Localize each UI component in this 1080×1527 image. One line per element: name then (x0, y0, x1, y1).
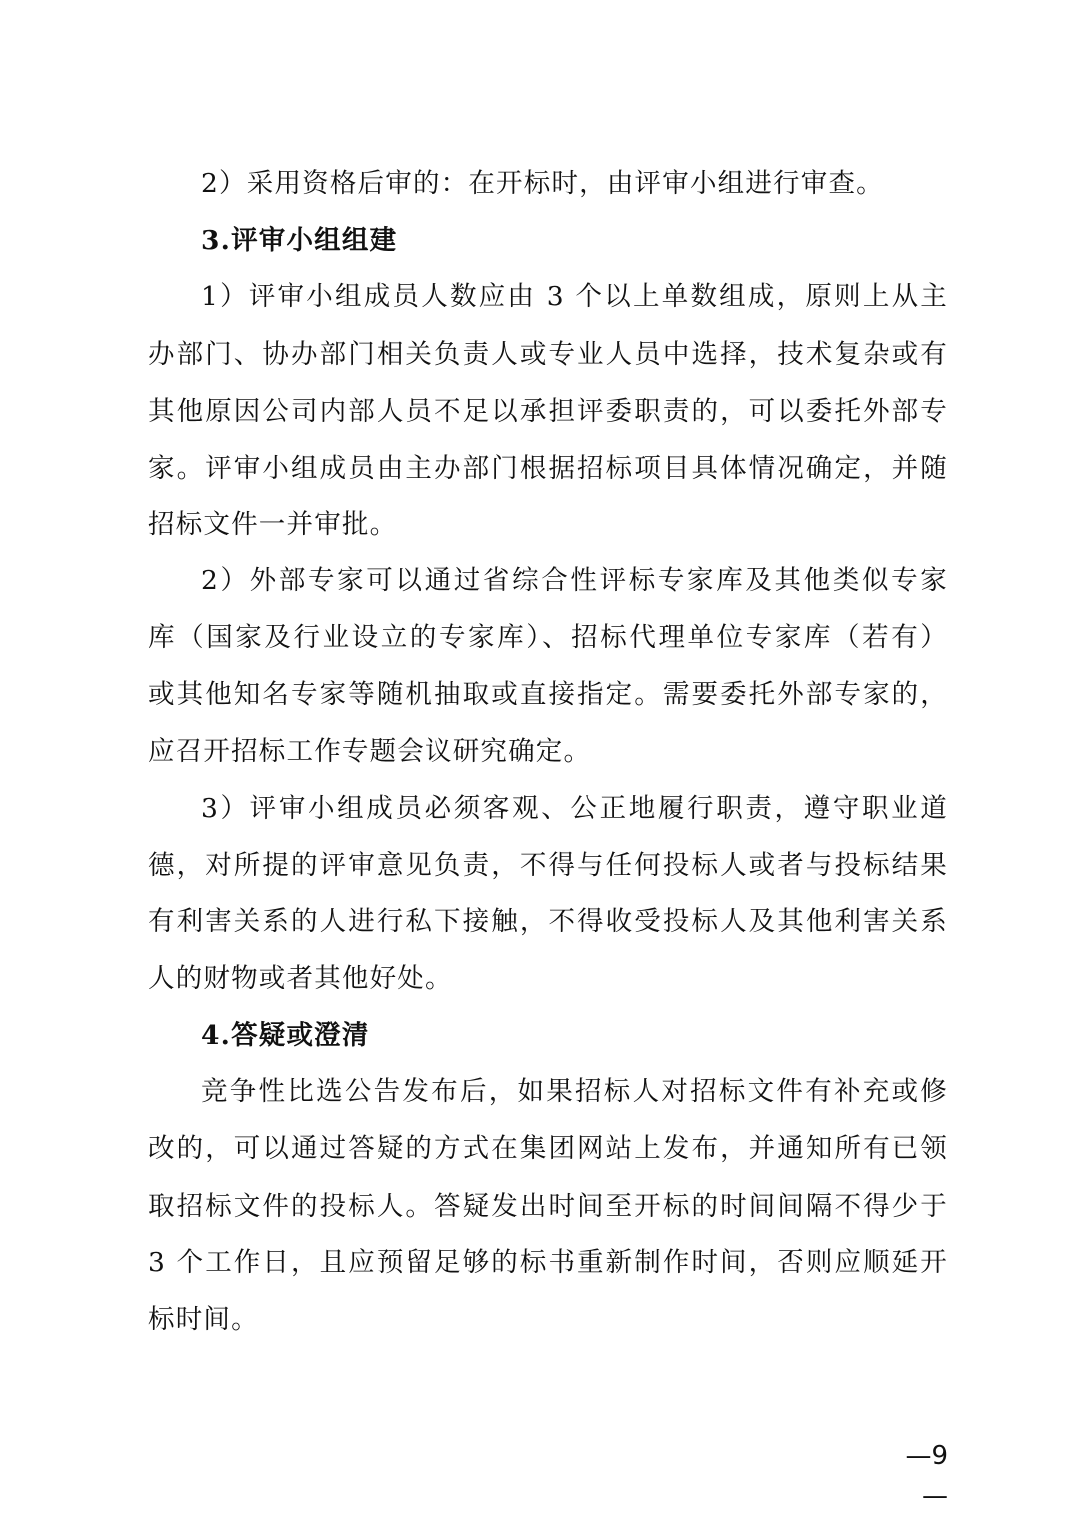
paragraph-line: 1）评审小组成员人数应由 3 个以上单数组成，原则上从主 (201, 281, 948, 312)
paragraph-line: 2）外部专家可以通过省综合性评标专家库及其他类似专家 (201, 565, 948, 596)
paragraph-line: 2）采用资格后审的：在开标时，由评审小组进行审查。 (201, 168, 884, 199)
section-heading-4: 4.答疑或澄清 (201, 1020, 370, 1051)
paragraph-line: 取招标文件的投标人。答疑发出时间至开标的时间间隔不得少于 (148, 1191, 948, 1222)
paragraph-line: 库（国家及行业设立的专家库）、招标代理单位专家库（若有） (148, 622, 948, 653)
paragraph-line: 改的，可以通过答疑的方式在集团网站上发布，并通知所有已领 (148, 1133, 948, 1164)
paragraph-line: 家。评审小组成员由主办部门根据招标项目具体情况确定，并随 (148, 453, 948, 484)
paragraph-line: 有利害关系的人进行私下接触，不得收受投标人及其他利害关系 (148, 906, 948, 937)
paragraph-line: 或其他知名专家等随机抽取或直接指定。需要委托外部专家的， (148, 679, 948, 710)
paragraph-line: 3）评审小组成员必须客观、公正地履行职责，遵守职业道 (201, 793, 948, 824)
paragraph-line: 标时间。 (148, 1304, 259, 1335)
paragraph-line: 德，对所提的评审意见负责，不得与任何投标人或者与投标结果 (148, 850, 948, 881)
page-number: —9— (905, 1441, 948, 1511)
paragraph-line: 3 个工作日，且应预留足够的标书重新制作时间，否则应顺延开 (148, 1247, 948, 1278)
paragraph-line: 其他原因公司内部人员不足以承担评委职责的，可以委托外部专 (148, 396, 948, 427)
paragraph-line: 竞争性比选公告发布后，如果招标人对招标文件有补充或修 (201, 1076, 948, 1107)
paragraph-line: 办部门、协办部门相关负责人或专业人员中选择，技术复杂或有 (148, 339, 948, 370)
paragraph-line: 应召开招标工作专题会议研究确定。 (148, 736, 592, 767)
paragraph-line: 人的财物或者其他好处。 (148, 963, 453, 994)
paragraph-line: 招标文件一并审批。 (148, 509, 398, 540)
section-heading-3: 3.评审小组组建 (201, 225, 398, 256)
